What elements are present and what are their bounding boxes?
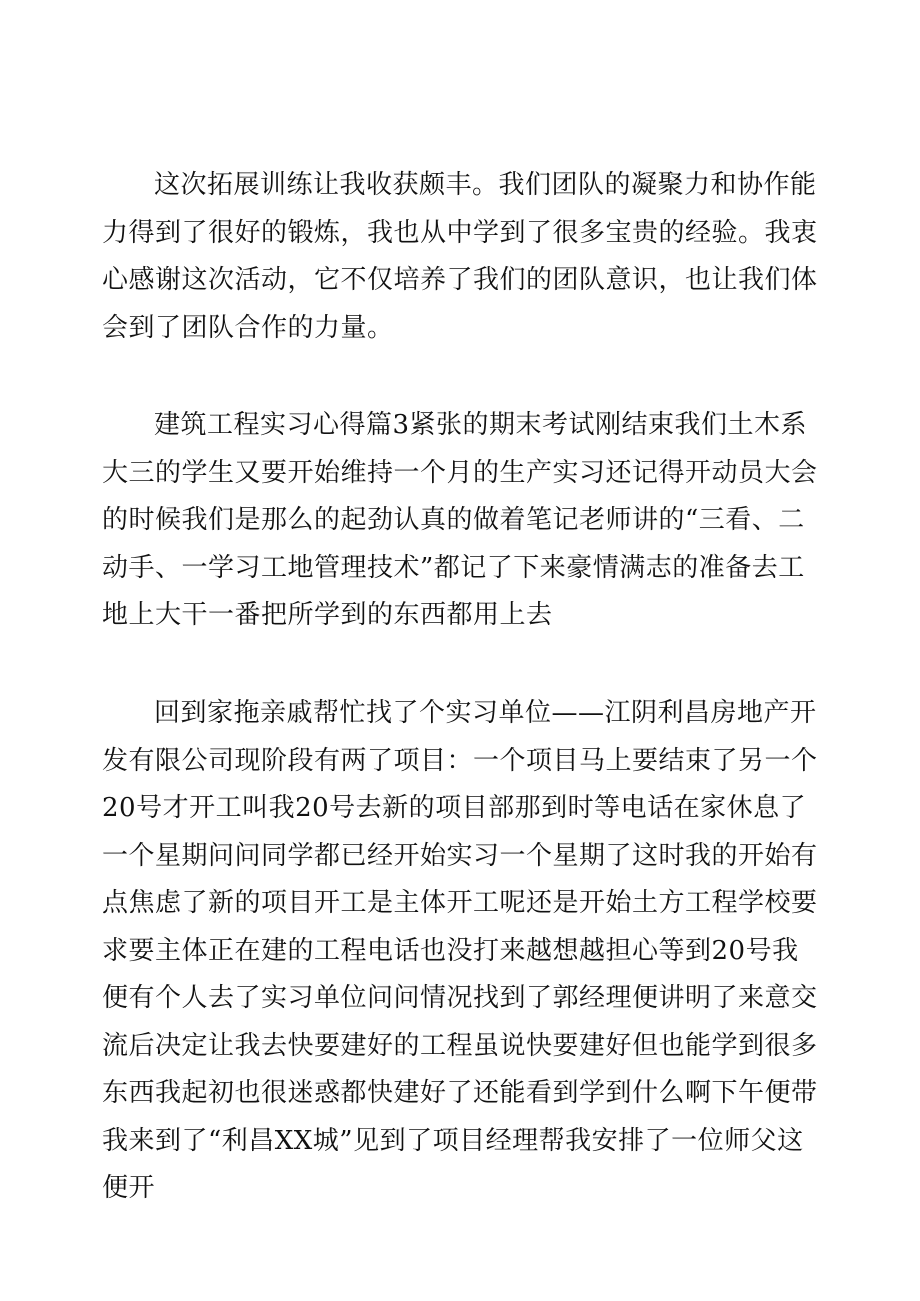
paragraph-internship-intro: 建筑工程实习心得篇3紧张的期末考试刚结束我们土木系大三的学生又要开始维持一个月的生产实习还记得开动员大会的时候我们是那么的起劲认真的做着笔记老师讲的“三看、二动手、一学习工地管理技术”都记了下来豪情满志的准备去工地上大干一番把所学到的东西都用上去	[102, 410, 818, 630]
paragraph-internship-arrival: 回到家拖亲戚帮忙找了个实习单位——江阴利昌房地产开发有限公司现阶段有两了项目：一个项目马上要结束了另一个20号才开工叫我20号去新的项目部那到时等电话在家休息了一个星期问问同学都已经开始实习一个星期了这时我的开始有点焦虑了新的项目开工是主体开工呢还是开始土方工程学校要求要主体正在建的工程电话也没打来越想越担心等到20号我便有个人去了实习单位问问情况找到了郭经理便讲明了来意交流后决定让我去快要建好的工程虽说快要建好但也能学到很多东西我起初也很迷惑都快建好了还能看到学到什么啊下午便带我来到了“利昌XX城”见到了项目经理帮我安排了一位师父这便开	[102, 698, 818, 1203]
paragraph-training-reflection: 这次拓展训练让我收获颇丰。我们团队的凝聚力和协作能力得到了很好的锻炼，我也从中学到了很多宝贵的经验。我衷心感谢这次活动，它不仅培养了我们的团队意识，也让我们体会到了团队合作的力量。	[102, 170, 818, 343]
